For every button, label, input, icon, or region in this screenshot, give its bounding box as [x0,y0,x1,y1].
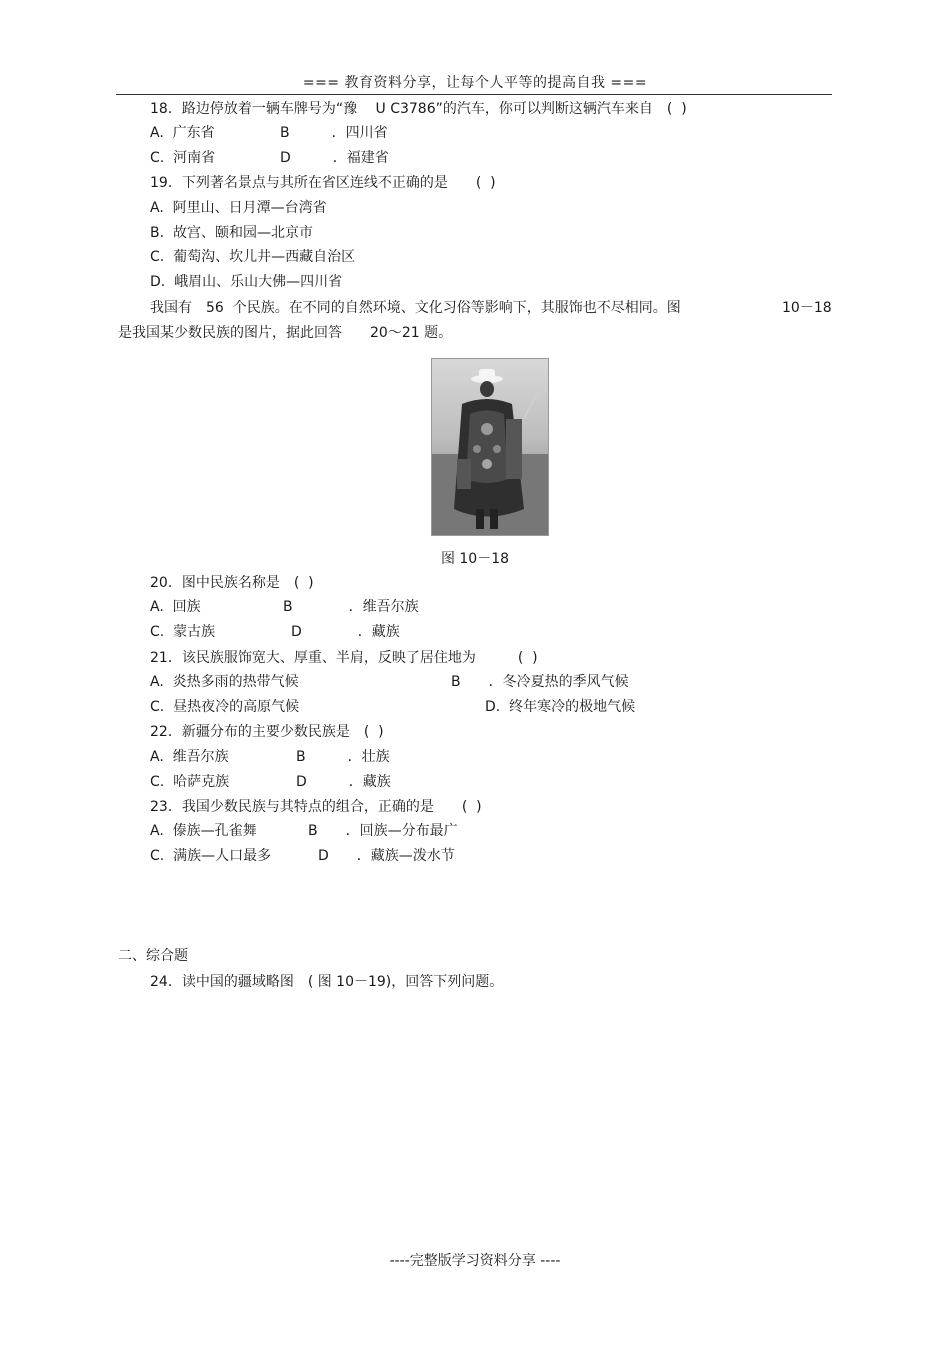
q20-option-b: B ．维吾尔族 [283,599,419,615]
q23-stem: 23．我国少数民族与其特点的组合，正确的是 ( ) [150,799,482,815]
q20-option-c: C. 蒙古族 [150,624,216,640]
q23-option-d: D ．藏族—泼水节 [318,848,455,864]
q24-stem: 24．读中国的疆域略图 ( 图 10－19)，回答下列问题。 [150,974,504,990]
q19-option-b: B. 故宫、颐和园—北京市 [150,225,313,241]
q21-stem: 21．该民族服饰宽大、厚重、半肩，反映了居住地为 ( ) [150,650,538,666]
q21-option-a: A. 炎热多雨的热带气候 [150,674,299,690]
intro-figure-ref: 10－18 [782,300,832,316]
page-header: === 教育资料分享，让每个人平等的提高自我 === [302,75,648,91]
q21-option-d: D. 终年寒冷的极地气候 [485,699,636,715]
q18-option-b: B ．四川省 [280,125,388,141]
q19-stem: 19．下列著名景点与其所在省区连线不正确的是 ( ) [150,175,496,191]
q20-option-d: D ．藏族 [291,624,400,640]
intro-line-1: 我国有 56 个民族。在不同的自然环境、文化习俗等影响下，其服饰也不尽相同。图 [150,300,681,316]
q20-stem: 20．图中民族名称是 ( ) [150,575,314,591]
q22-stem: 22．新疆分布的主要少数民族是 ( ) [150,724,384,740]
q22-option-d: D ．藏族 [296,774,391,790]
q20-option-a: A. 回族 [150,599,201,615]
q21-option-c: C. 昼热夜冷的高原气候 [150,699,300,715]
q19-option-c: C. 葡萄沟、坎儿井—西藏自治区 [150,249,356,265]
section-2-title: 二、综合题 [118,948,188,964]
q23-option-a: A. 傣族—孔雀舞 [150,823,257,839]
q19-option-d: D. 峨眉山、乐山大佛—四川省 [150,274,343,290]
q22-option-c: C. 哈萨克族 [150,774,230,790]
q18-option-d: D ．福建省 [280,150,389,166]
q19-option-a: A. 阿里山、日月潭—台湾省 [150,200,327,216]
q22-option-b: B ．壮族 [296,749,390,765]
q18-option-a: A. 广东省 [150,125,215,141]
q22-option-a: A. 维吾尔族 [150,749,229,765]
photo-illustration [432,359,548,535]
page-footer: ----完整版学习资料分享 ---- [389,1253,561,1269]
q18-option-c: C. 河南省 [150,150,216,166]
intro-line-2: 是我国某少数民族的图片，据此回答 20～21 题。 [118,325,453,341]
q23-option-c: C. 满族—人口最多 [150,848,272,864]
figure-caption: 图 10－18 [440,551,510,567]
q23-option-b: B ．回族—分布最广 [308,823,458,839]
header-rule [116,94,832,95]
figure-ethnic-costume-photo [431,358,549,536]
q18-stem: 18．路边停放着一辆车牌号为“豫 U C3786”的汽车，你可以判断这辆汽车来自 ( ) [150,101,687,117]
q21-option-b: B ．冬冷夏热的季风气候 [451,674,629,690]
